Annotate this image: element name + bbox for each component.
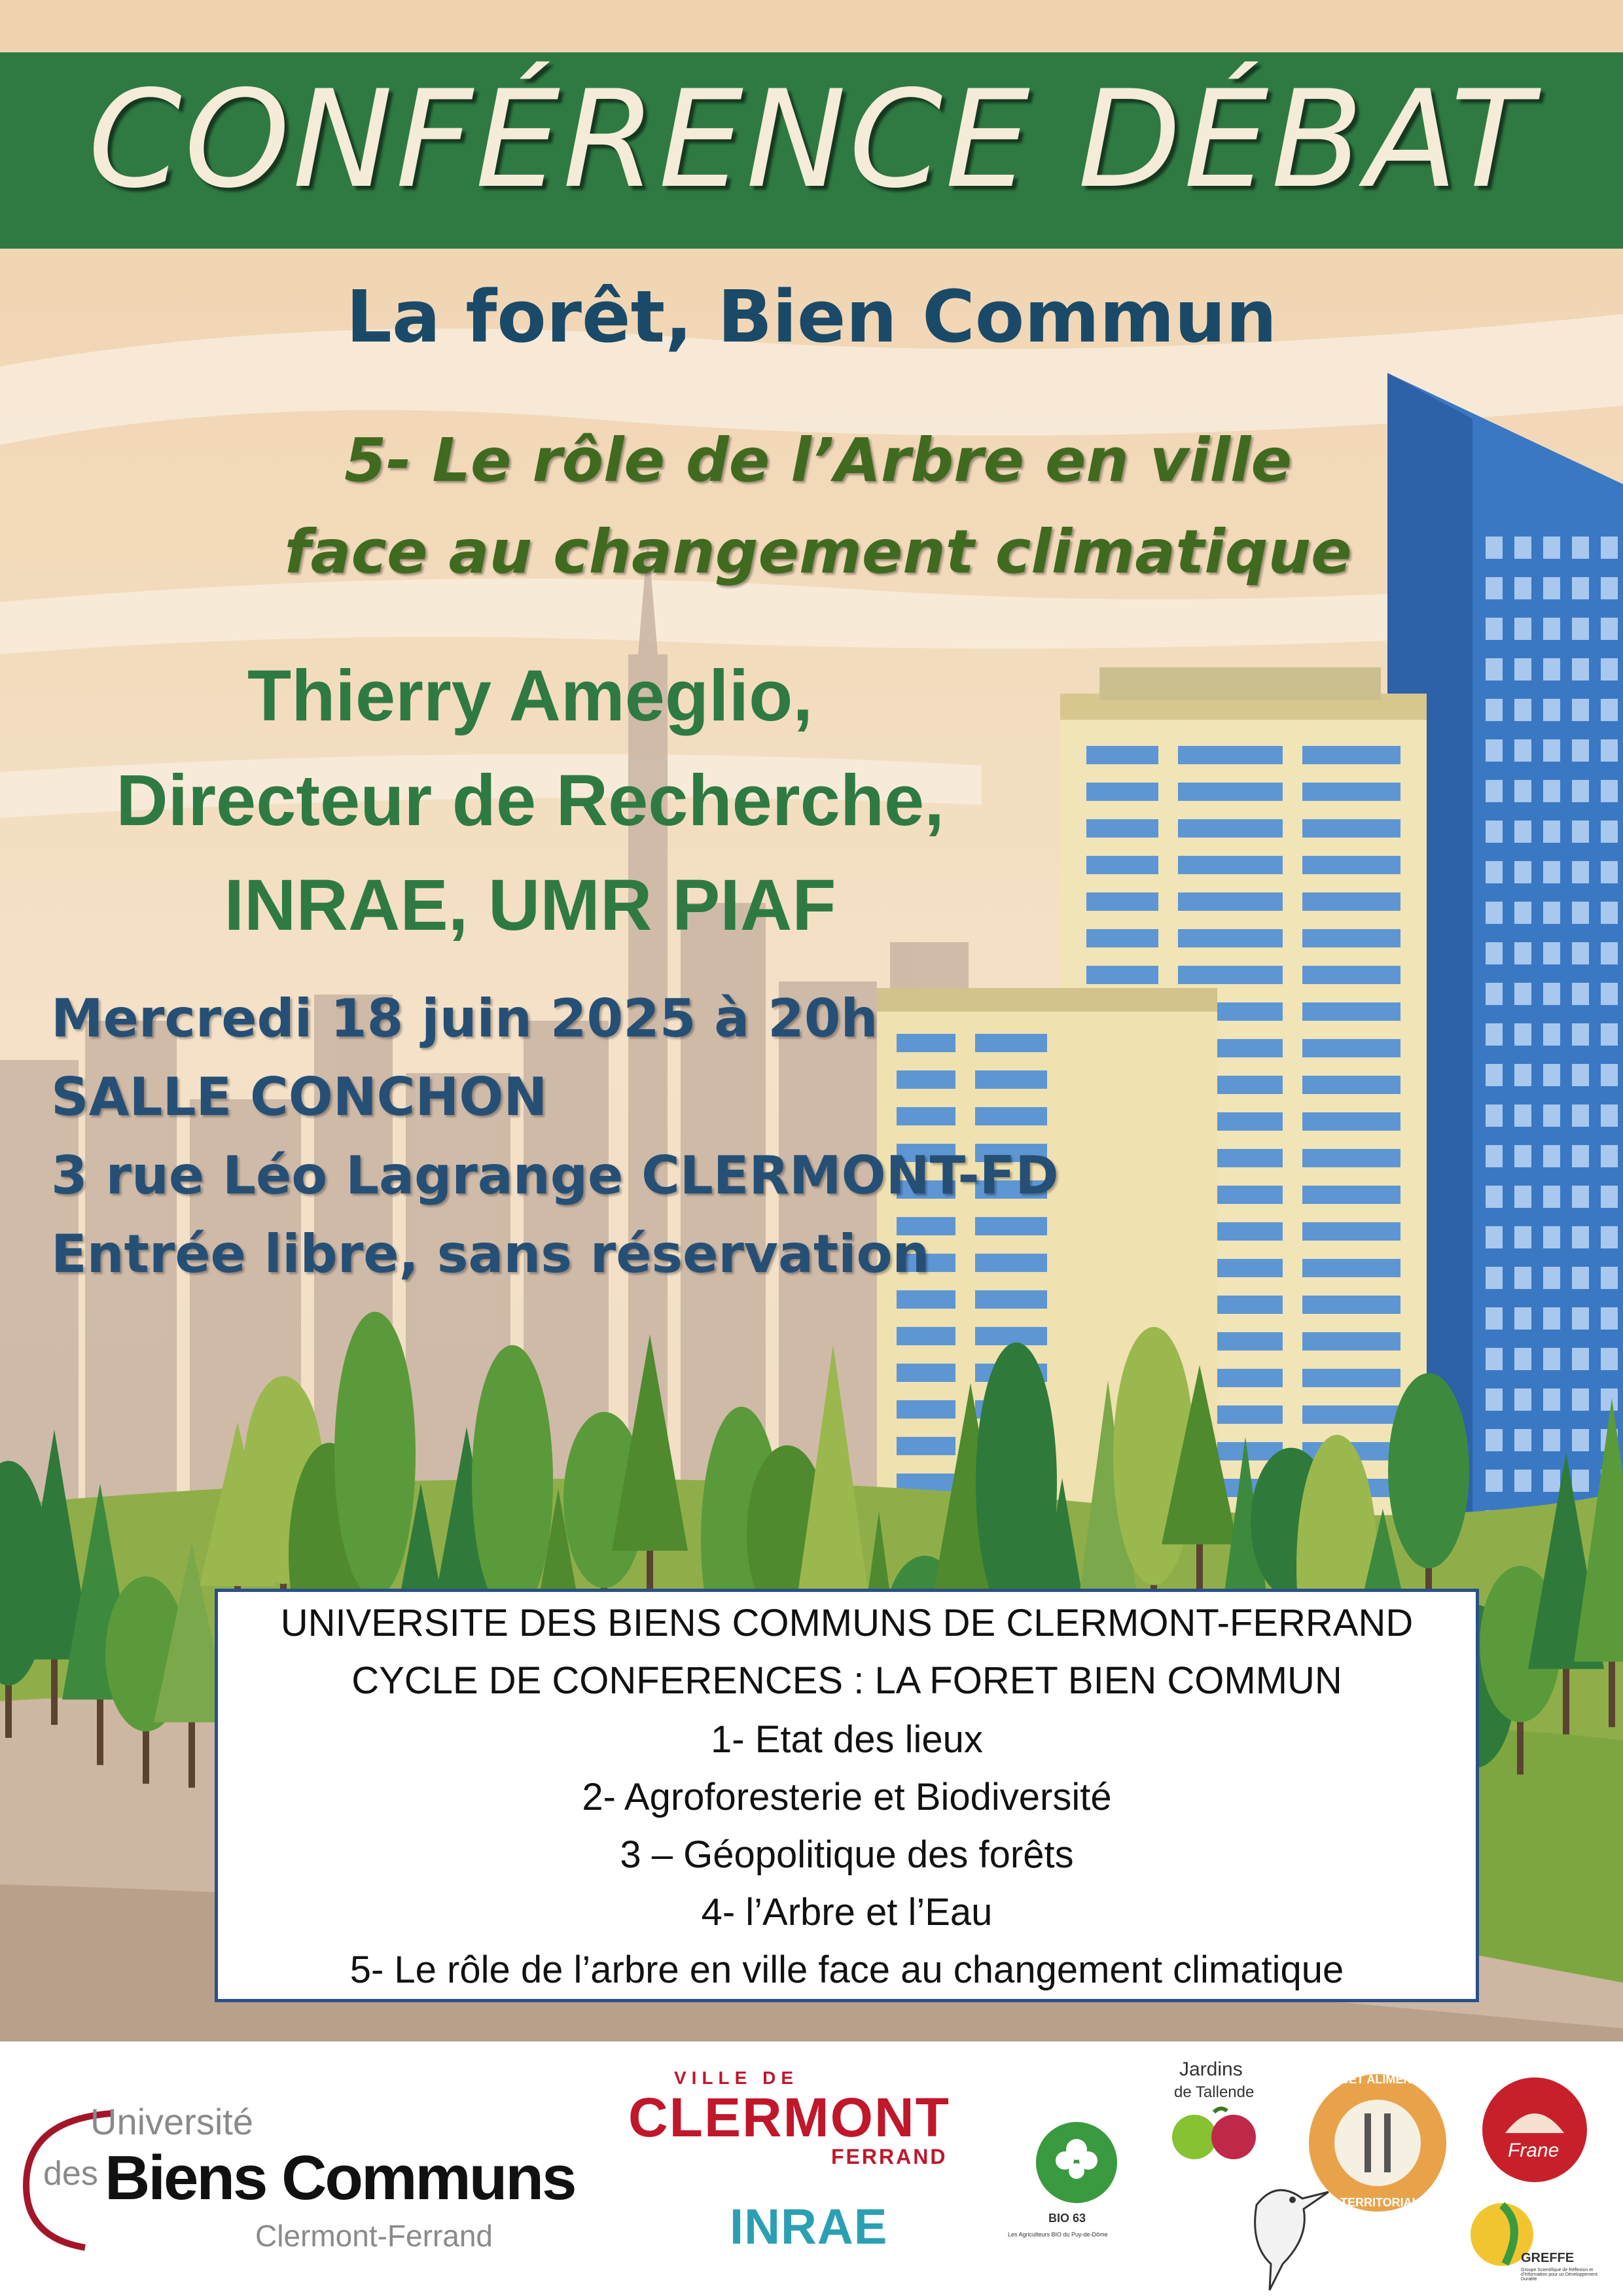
- window: [1486, 780, 1503, 802]
- event-date: Mercredi 18 juin 2025 à 20h: [51, 988, 878, 1049]
- window: [1601, 821, 1618, 843]
- window: [1302, 892, 1400, 911]
- program-item: 5- Le rôle de l’arbre en ville face au changement climatique: [349, 1949, 1344, 1991]
- window: [1572, 1307, 1589, 1330]
- window: [897, 1290, 955, 1309]
- tree-crown: [1388, 1373, 1469, 1568]
- frane-logo: [1479, 2074, 1590, 2185]
- window: [1601, 1348, 1618, 1370]
- window: [1486, 821, 1503, 843]
- window: [1486, 1145, 1503, 1167]
- bio63-caption: Les Agriculteurs BIO du Puy-de-Dôme: [1008, 2231, 1108, 2238]
- window: [1601, 739, 1618, 762]
- speaker-name: Thierry Ameglio,: [247, 656, 813, 736]
- window: [1514, 1267, 1531, 1289]
- window: [1302, 966, 1400, 984]
- window: [1543, 1023, 1560, 1046]
- window: [1601, 1064, 1618, 1086]
- window: [1601, 1104, 1618, 1127]
- window: [897, 1034, 955, 1052]
- window: [1572, 1023, 1589, 1046]
- window: [1543, 902, 1560, 924]
- ubc-line1: Université: [90, 2101, 253, 2142]
- speaker-organization: INRAE, UMR PIAF: [224, 865, 836, 945]
- window: [1302, 819, 1400, 838]
- window: [1178, 966, 1283, 984]
- window: [1086, 929, 1158, 947]
- window: [1572, 1104, 1589, 1127]
- window: [1601, 1307, 1618, 1330]
- window: [1601, 537, 1618, 559]
- window: [975, 1107, 1047, 1125]
- program-item: 1- Etat des lieux: [711, 1718, 983, 1761]
- window: [1086, 892, 1158, 911]
- window: [1486, 902, 1503, 924]
- window: [1302, 1369, 1400, 1387]
- frane-hedgehog-icon: [1479, 2074, 1590, 2185]
- window: [1543, 1307, 1560, 1330]
- series-subtitle: La forêt, Bien Commun: [346, 275, 1277, 359]
- window: [1486, 1470, 1503, 1492]
- window: [1486, 1388, 1503, 1411]
- window: [1486, 1186, 1503, 1208]
- window: [1572, 861, 1589, 883]
- window: [1302, 1076, 1400, 1094]
- pat-bottom: TERRITORIAL: [1340, 2196, 1419, 2209]
- window: [1601, 1023, 1618, 1046]
- bio63-flower-icon: [1034, 2120, 1119, 2205]
- window: [975, 1254, 1047, 1272]
- tree-crown: [334, 1312, 416, 1598]
- window: [1302, 856, 1400, 874]
- bio63-logo: [1008, 2120, 1126, 2270]
- window: [1572, 942, 1589, 964]
- window: [1514, 983, 1531, 1005]
- topic-line-2: face au changement climatique: [284, 517, 1352, 587]
- window: [1086, 783, 1158, 801]
- window: [1086, 819, 1158, 838]
- window: [1601, 1388, 1618, 1411]
- window: [1486, 1429, 1503, 1451]
- window: [897, 1107, 955, 1125]
- window: [897, 1070, 955, 1089]
- window: [1601, 902, 1618, 924]
- window: [1514, 780, 1531, 802]
- ubc-logo: [13, 2100, 602, 2270]
- window: [1302, 783, 1400, 801]
- window: [1302, 746, 1400, 764]
- jardins-line1: Jardins: [1179, 2058, 1243, 2080]
- window: [975, 1070, 1047, 1089]
- window: [1302, 1259, 1400, 1277]
- window: [1572, 658, 1589, 680]
- window: [1514, 821, 1531, 843]
- window: [1601, 1145, 1618, 1167]
- window: [1543, 1064, 1560, 1086]
- program-item: 2- Agroforesterie et Biodiversité: [582, 1776, 1112, 1818]
- window: [1543, 618, 1560, 640]
- window: [897, 1400, 955, 1419]
- greffe-name: GREFFE: [1521, 2251, 1575, 2265]
- window: [1514, 658, 1531, 680]
- window: [1178, 746, 1283, 764]
- window: [1601, 942, 1618, 964]
- window: [1572, 821, 1589, 843]
- window: [1601, 1267, 1618, 1289]
- window: [1178, 819, 1283, 838]
- window: [1543, 537, 1560, 559]
- window: [975, 1327, 1047, 1345]
- window: [1514, 1064, 1531, 1086]
- window: [1543, 739, 1560, 762]
- clermont-sub: FERRAND: [831, 2145, 948, 2168]
- window: [1514, 1145, 1531, 1167]
- window: [1601, 699, 1618, 721]
- window: [1514, 618, 1531, 640]
- window: [1543, 1470, 1560, 1492]
- window: [1601, 780, 1618, 802]
- window: [1486, 1307, 1503, 1330]
- window: [1486, 1023, 1503, 1046]
- clermont-main: CLERMONT: [628, 2087, 950, 2148]
- window: [1302, 1405, 1400, 1424]
- window: [1572, 1429, 1589, 1451]
- window: [1601, 618, 1618, 640]
- bio63-label: BIO 63: [1048, 2212, 1086, 2225]
- window: [1572, 1470, 1589, 1492]
- window: [1543, 699, 1560, 721]
- ubc-line2a: des: [43, 2155, 98, 2193]
- window: [1572, 577, 1589, 599]
- window: [1486, 618, 1503, 640]
- window: [1543, 942, 1560, 964]
- window: [1543, 1388, 1560, 1411]
- window: [1543, 1145, 1560, 1167]
- program-cycle: CYCLE DE CONFERENCES : LA FORET BIEN COMMUN: [351, 1659, 1342, 1702]
- window: [1572, 699, 1589, 721]
- ubc-line3: Clermont-Ferrand: [255, 2219, 493, 2253]
- window: [975, 1034, 1047, 1052]
- tree-crown: [472, 1345, 553, 1617]
- window: [1486, 1064, 1503, 1086]
- window: [975, 1217, 1047, 1235]
- window: [1514, 1226, 1531, 1248]
- clermont-logo: [628, 2068, 982, 2172]
- event-entry: Entrée libre, sans réservation: [51, 1224, 930, 1284]
- event-address: 3 rue Léo Lagrange CLERMONT-FD: [51, 1145, 1059, 1206]
- window: [1486, 1226, 1503, 1248]
- window: [1302, 1112, 1400, 1131]
- window: [1302, 929, 1400, 947]
- window: [1514, 739, 1531, 762]
- window: [1543, 1348, 1560, 1370]
- window: [1486, 983, 1503, 1005]
- event-venue: SALLE CONCHON: [51, 1067, 548, 1127]
- window: [897, 1437, 955, 1455]
- window: [1572, 1226, 1589, 1248]
- window: [1572, 1348, 1589, 1370]
- footer-logos: [0, 2041, 1623, 2296]
- greffe-logo: [1466, 2199, 1610, 2290]
- window: [1178, 929, 1283, 947]
- window: [1514, 1470, 1531, 1492]
- window: [1514, 1388, 1531, 1411]
- kingfisher-icon: [1230, 2166, 1335, 2296]
- ubc-line2b: Biens Communs: [105, 2143, 575, 2213]
- frane-label: Frane: [1508, 2140, 1560, 2161]
- window: [1572, 780, 1589, 802]
- window: [1514, 1023, 1531, 1046]
- window: [1302, 1332, 1400, 1351]
- window: [1572, 618, 1589, 640]
- window: [1601, 861, 1618, 883]
- window: [1486, 658, 1503, 680]
- window: [1514, 699, 1531, 721]
- window: [1486, 861, 1503, 883]
- jardins-line2: de Tallende: [1174, 2083, 1255, 2101]
- window: [897, 1364, 955, 1382]
- window: [1601, 1186, 1618, 1208]
- window: [1572, 1388, 1589, 1411]
- window: [1543, 658, 1560, 680]
- window: [1601, 1226, 1618, 1248]
- pat-top: PROJET ALIMENTAIRE: [1317, 2073, 1447, 2086]
- window: [1572, 1267, 1589, 1289]
- window: [1543, 1267, 1560, 1289]
- window: [1543, 983, 1560, 1005]
- window: [1543, 780, 1560, 802]
- window: [1086, 856, 1158, 874]
- window: [1514, 861, 1531, 883]
- window: [1572, 1145, 1589, 1167]
- window: [1486, 1104, 1503, 1127]
- window: [1543, 1186, 1560, 1208]
- window: [1302, 1186, 1400, 1204]
- window: [1302, 1296, 1400, 1314]
- window: [1572, 739, 1589, 762]
- window: [1514, 1104, 1531, 1127]
- window: [1572, 983, 1589, 1005]
- program-item: 3 – Géopolitique des forêts: [620, 1833, 1074, 1876]
- window: [1086, 746, 1158, 764]
- window: [1514, 1429, 1531, 1451]
- window: [1514, 537, 1531, 559]
- window: [1572, 1064, 1589, 1086]
- window: [1572, 537, 1589, 559]
- program-university: UNIVERSITE DES BIENS COMMUNS DE CLERMONT-FERRAND: [280, 1602, 1414, 1644]
- program-box: [215, 1589, 1479, 2002]
- window: [1178, 783, 1283, 801]
- window: [1601, 577, 1618, 599]
- window: [1514, 902, 1531, 924]
- window: [1572, 1186, 1589, 1208]
- window: [1543, 577, 1560, 599]
- window: [1543, 1429, 1560, 1451]
- clermont-top: VILLE DE: [674, 2068, 799, 2088]
- window: [1486, 1267, 1503, 1289]
- window: [1302, 1222, 1400, 1241]
- jardins-logo: [1165, 2058, 1270, 2176]
- window: [1486, 739, 1503, 762]
- window: [1514, 1307, 1531, 1330]
- window: [1572, 902, 1589, 924]
- window: [1514, 577, 1531, 599]
- window: [897, 1327, 955, 1345]
- program-item: 4- l’Arbre et l’Eau: [701, 1891, 993, 1934]
- window: [1601, 658, 1618, 680]
- window: [1486, 699, 1503, 721]
- window: [1302, 1002, 1400, 1021]
- window: [1086, 966, 1158, 984]
- window: [1601, 983, 1618, 1005]
- window: [1543, 821, 1560, 843]
- inrae-logo: INRAE: [730, 2199, 888, 2255]
- window: [1178, 892, 1283, 911]
- fruit-icon: [1165, 2106, 1263, 2164]
- window: [1302, 1039, 1400, 1057]
- window: [1543, 1104, 1560, 1127]
- window: [1486, 942, 1503, 964]
- window: [1514, 942, 1531, 964]
- topic-line-1: 5- Le rôle de l’Arbre en ville: [344, 425, 1292, 495]
- window: [1514, 1186, 1531, 1208]
- window: [1543, 1226, 1560, 1248]
- window: [1302, 1149, 1400, 1167]
- window: [1543, 861, 1560, 883]
- window: [1514, 1348, 1531, 1370]
- window: [975, 1290, 1047, 1309]
- window: [1178, 856, 1283, 874]
- window: [1486, 1348, 1503, 1370]
- conference-title: CONFÉRENCE DÉBAT: [88, 62, 1535, 218]
- speaker-role: Directeur de Recherche,: [116, 760, 944, 841]
- greffe-caption: Groupe Scientifique de Réflexion et d'Information pour un Développement Durable: [1521, 2268, 1597, 2282]
